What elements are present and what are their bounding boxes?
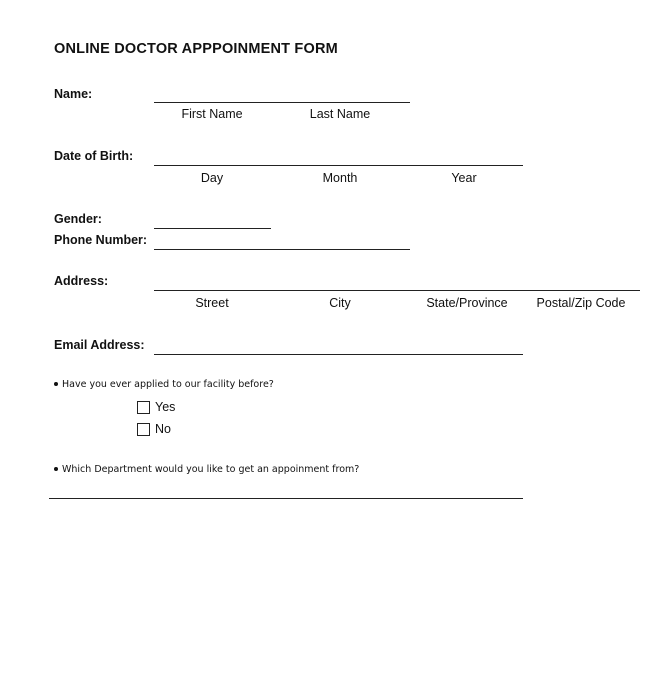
email-label: Email Address: [54, 338, 145, 352]
dob-field[interactable] [154, 165, 523, 166]
form-title: ONLINE DOCTOR APPPOINMENT FORM [54, 41, 338, 57]
postal-caption: Postal/Zip Code [536, 296, 626, 310]
email-field[interactable] [154, 354, 523, 355]
dob-day-caption: Day [200, 171, 224, 185]
department-field[interactable] [49, 498, 523, 499]
dob-label: Date of Birth: [54, 149, 134, 163]
gender-field[interactable] [154, 228, 271, 229]
name-field[interactable] [154, 102, 410, 103]
dob-month-caption: Month [322, 171, 358, 185]
name-label: Name: [54, 87, 93, 101]
street-caption: Street [195, 296, 229, 310]
bullet-icon [54, 467, 58, 471]
city-caption: City [329, 296, 351, 310]
question-department: Which Department would you like to get an appoinment from? [54, 464, 359, 475]
gender-label: Gender: [54, 212, 102, 226]
address-field[interactable] [154, 290, 640, 291]
state-caption: State/Province [426, 296, 508, 310]
phone-field[interactable] [154, 249, 410, 250]
bullet-icon [54, 382, 58, 386]
no-option-label: No [155, 422, 171, 436]
first-name-caption: First Name [181, 107, 243, 121]
yes-option-label: Yes [155, 400, 176, 414]
dob-year-caption: Year [451, 171, 477, 185]
no-checkbox[interactable] [137, 423, 150, 436]
question-applied-before: Have you ever applied to our facility before? [54, 379, 274, 390]
last-name-caption: Last Name [309, 107, 371, 121]
yes-checkbox[interactable] [137, 401, 150, 414]
address-label: Address: [54, 274, 109, 288]
phone-label: Phone Number: [54, 233, 148, 247]
